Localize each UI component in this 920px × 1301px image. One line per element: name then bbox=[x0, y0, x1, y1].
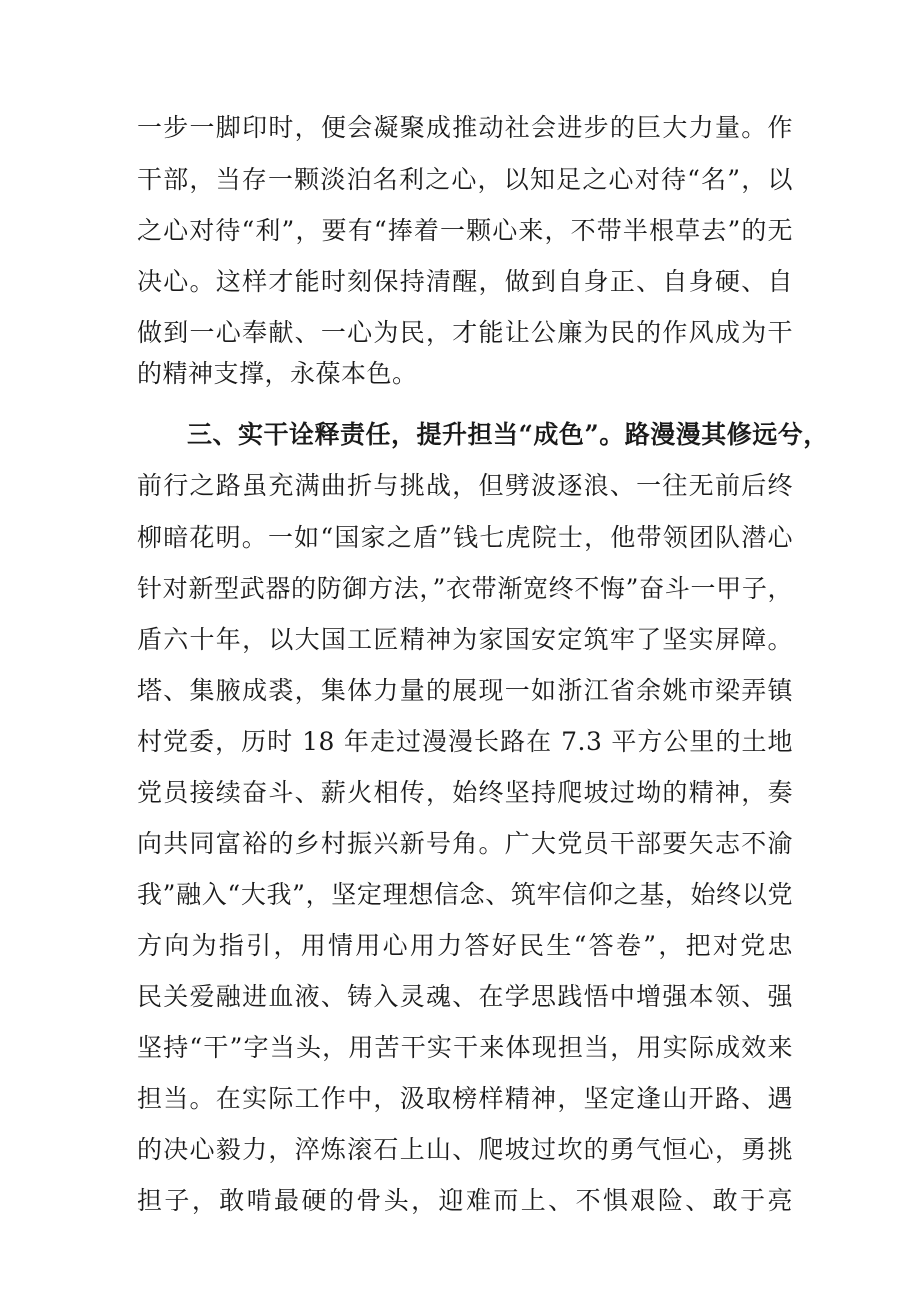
paragraph-2-line-11: 民关爱融进血液、铸入灵魂、在学思践悟中增强本领、强 bbox=[137, 982, 793, 1011]
paragraph-2-line-2: 柳暗花明。一如“国家之盾”钱七虎院士，他带领团队潜心 bbox=[137, 523, 793, 552]
paragraph-2-line-6: 村党委，历时 18 年走过漫漫长路在 7.3 平方公里的土地 bbox=[137, 727, 793, 756]
paragraph-1-line-5: 做到一心奉献、一心为民，才能让公廉为民的作风成为干 bbox=[137, 318, 793, 347]
paragraph-2-line-3: 针对新型武器的防御方法，”衣带渐宽终不悔”奋斗一甲子， bbox=[137, 574, 793, 603]
paragraph-2-line-12: 坚持“干”字当头，用苦干实干来体现担当，用实际成效来 bbox=[137, 1033, 793, 1062]
paragraph-2-line-9: 我”融入“大我”，坚定理想信念、筑牢信仰之基，始终以党 bbox=[137, 880, 793, 909]
paragraph-2-first-line bbox=[187, 415, 829, 455]
paragraph-1-line-1: 一步一脚印时，便会凝聚成推动社会进步的巨大力量。作 bbox=[137, 113, 793, 142]
paragraph-1-line-4: 决心。这样才能时刻保持清醒，做到自身正、自身硬、自 bbox=[137, 267, 793, 296]
paragraph-2-line-4: 盾六十年，以大国工匠精神为家国安定筑牢了坚实屏障。 bbox=[137, 625, 793, 654]
paragraph-2-line-8: 向共同富裕的乡村振兴新号角。广大党员干部要矢志不渝 bbox=[137, 829, 793, 858]
paragraph-2-line-1: 前行之路虽充满曲折与挑战，但劈波逐浪、一往无前后终 bbox=[137, 471, 793, 500]
section-heading: 三、实干诠释责任，提升担当“成色”。 bbox=[187, 420, 625, 449]
paragraph-2-line-13: 担当。在实际工作中，汲取榜样精神，坚定逢山开路、遇 bbox=[137, 1084, 793, 1113]
paragraph-2-line-5: 塔、集腋成裘，集体力量的展现一如浙江省余姚市梁弄镇 bbox=[137, 676, 793, 705]
paragraph-2-line-15: 担子，敢啃最硬的骨头，迎难而上、不惧艰险、敢于亮 bbox=[137, 1186, 793, 1215]
paragraph-2-line-14: 的决心毅力，淬炼滚石上山、爬坡过坎的勇气恒心，勇挑 bbox=[137, 1135, 793, 1164]
paragraph-2-line-10: 方向为指引，用情用心用力答好民生“答卷”，把对党忠 bbox=[137, 931, 793, 960]
paragraph-1-line-2: 干部，当存一颗淡泊名利之心，以知足之心对待“名”，以 bbox=[137, 165, 793, 194]
paragraph-1-line-6: 的精神支撑，永葆本色。 bbox=[137, 359, 418, 388]
section-heading-continuation: 路漫漫其修远兮， bbox=[624, 420, 829, 449]
paragraph-1-line-3: 之心对待“利”，要有“捧着一颗心来，不带半根草去”的无 bbox=[137, 216, 793, 245]
paragraph-2-line-7: 党员接续奋斗、薪火相传，始终坚持爬坡过坳的精神，奏 bbox=[137, 778, 793, 807]
